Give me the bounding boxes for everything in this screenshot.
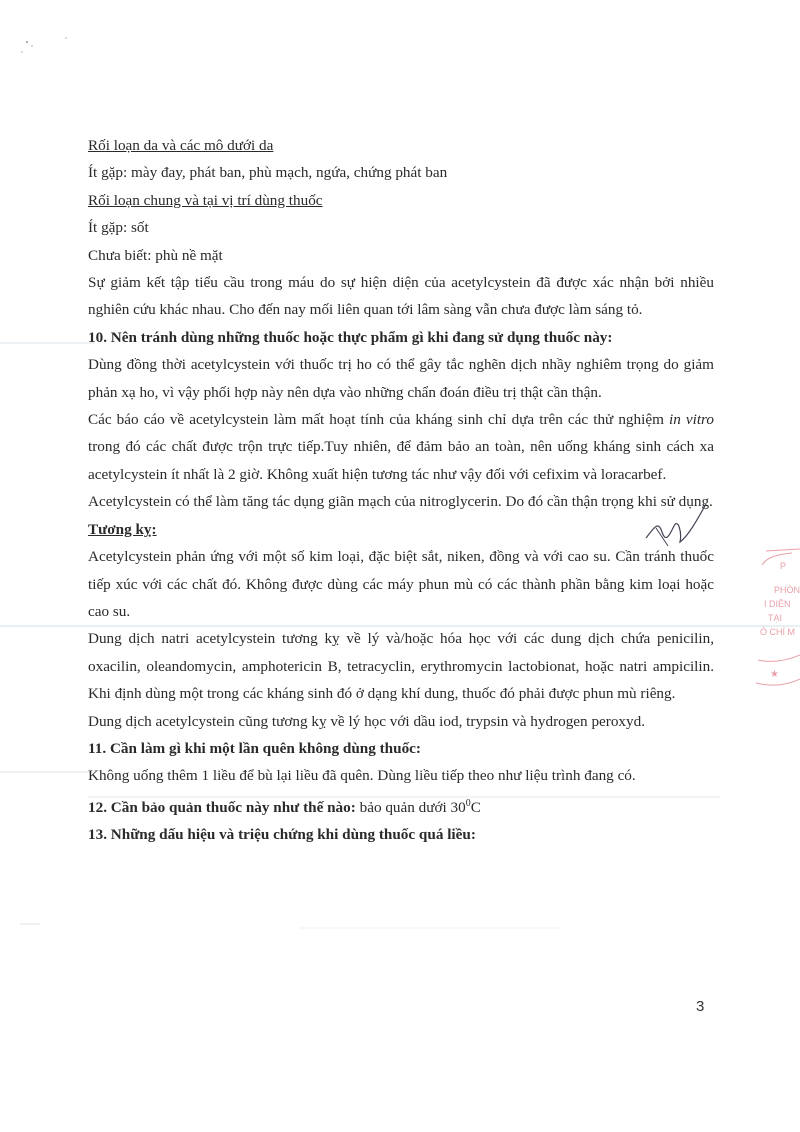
handwritten-signature (636, 498, 716, 558)
heading-section-11: 11. Cần làm gì khi một lần quên không dùng thuốc: (88, 739, 421, 757)
heading-section-13: 13. Những dấu hiệu và triệu chứng khi dùng thuốc quá liều: (88, 826, 476, 844)
in-vitro-text: in vitro (668, 411, 714, 429)
paragraph-metals: Acetylcystein phản ứng với một số kim loại, đặc biệt sắt, niken, đồng và với cao su. Cần tránh thuốc tiếp xúc với các chất đó. Không được dùng các máy phun mù có các thành phần bằng kim loại hoặc cao su. (88, 548, 714, 620)
heading-section-10: 10. Nên tránh dùng những thuốc hoặc thực phẩm gì khi đang sử dụng thuốc này: (88, 328, 613, 346)
paragraph-missed-dose: Không uống thêm 1 liều để bù lại liều đã quên. Dùng liều tiếp theo như liệu trình đang có. (88, 767, 636, 785)
paragraph-antibiotics (88, 406, 714, 488)
section-heading-general-disorders: Rối loạn chung và tại vị trí dùng thuốc (88, 191, 323, 209)
official-stamp (752, 545, 800, 695)
stamp-text-5: Ó CHÍ M (760, 627, 795, 637)
paragraph-uncommon-fever: Ít gặp: sốt (88, 219, 149, 237)
paragraph-uncommon-skin: Ít gặp: mày đay, phát ban, phù mạch, ngứa, chứng phát ban (88, 164, 448, 182)
stamp-graphic (752, 545, 800, 695)
stamp-text-1: P (780, 561, 787, 571)
section-heading-skin-disorders: Rối loạn da và các mô dưới da (88, 137, 274, 154)
stamp-text-4: TẠI (768, 613, 783, 623)
page-number: 3 (696, 998, 705, 1015)
paragraph-solution-incompat: Dung dịch natri acetylcystein tương kỵ về lý và/hoặc hóa học với các dung dịch chứa penicilin, oxacilin, oleandomycin, amphotericin B, tetracyclin, erythromycin lactobionat, hoặc natri ampicilin. Khi định dùng một trong các kháng sinh đó ở dạng khí dung, thuốc đó phải được phun mù riêng. (88, 630, 714, 703)
paragraph-nitroglycerin: Acetylcystein có thể làm tăng tác dụng giãn mạch của nitroglycerin. Do đó cần thận trọng khi sử dụng. (88, 493, 713, 511)
document-body (88, 132, 714, 849)
storage-degree-superscript: 0 (465, 797, 471, 809)
heading-incompatibility: Tương kỵ: (88, 520, 157, 538)
paragraph-cough-suppressant: Dùng đồng thời acetylcystein với thuốc trị ho có thể gây tắc nghẽn dịch nhầy nghiêm trọng do giảm phản xạ ho, vì vậy phối hợp này nên dựa vào những chẩn đoán điều trị thật cần thận. (88, 356, 714, 401)
stamp-text-3: I DIỆN (764, 599, 791, 609)
paragraph-iodine: Dung dịch acetylcystein cũng tương kỵ về lý học với dầu iod, trypsin và hydrogen peroxyd. (88, 712, 646, 730)
heading-section-12: 12. Cần bảo quản thuốc này như thế nào: (88, 798, 356, 816)
antibiotics-text-part2: trong đó các chất được trộn trực tiếp.Tuy nhiên, để đảm bảo an toàn, nên uống kháng sinh cách xa acetylcystein ít nhất là 2 giờ. Không xuất hiện tương tác như vậy đối với cefixim và loracarbef. (88, 438, 714, 483)
storage-unit: C (470, 798, 481, 816)
antibiotics-text-part1: Các báo cáo về acetylcystein làm mất hoạt tính của kháng sinh chỉ dựa trên các thử nghiệm (88, 411, 669, 429)
storage-text: bảo quản dưới 30 (355, 798, 466, 816)
paragraph-unknown-edema: Chưa biết: phù nề mặt (88, 246, 223, 264)
stamp-text-2: PHÒN (774, 585, 800, 595)
stamp-star-icon: ★ (770, 669, 779, 680)
paragraph-section-12 (88, 790, 714, 821)
paragraph-platelet: Sự giảm kết tập tiểu cầu trong máu do sự hiện diện của acetylcystein đã được xác nhận bởi nhiều nghiên cứu khác nhau. Cho đến nay mối liên quan tới lâm sàng vẫn chưa được làm sáng tỏ. (88, 274, 714, 319)
scan-dot-marks (18, 30, 78, 60)
